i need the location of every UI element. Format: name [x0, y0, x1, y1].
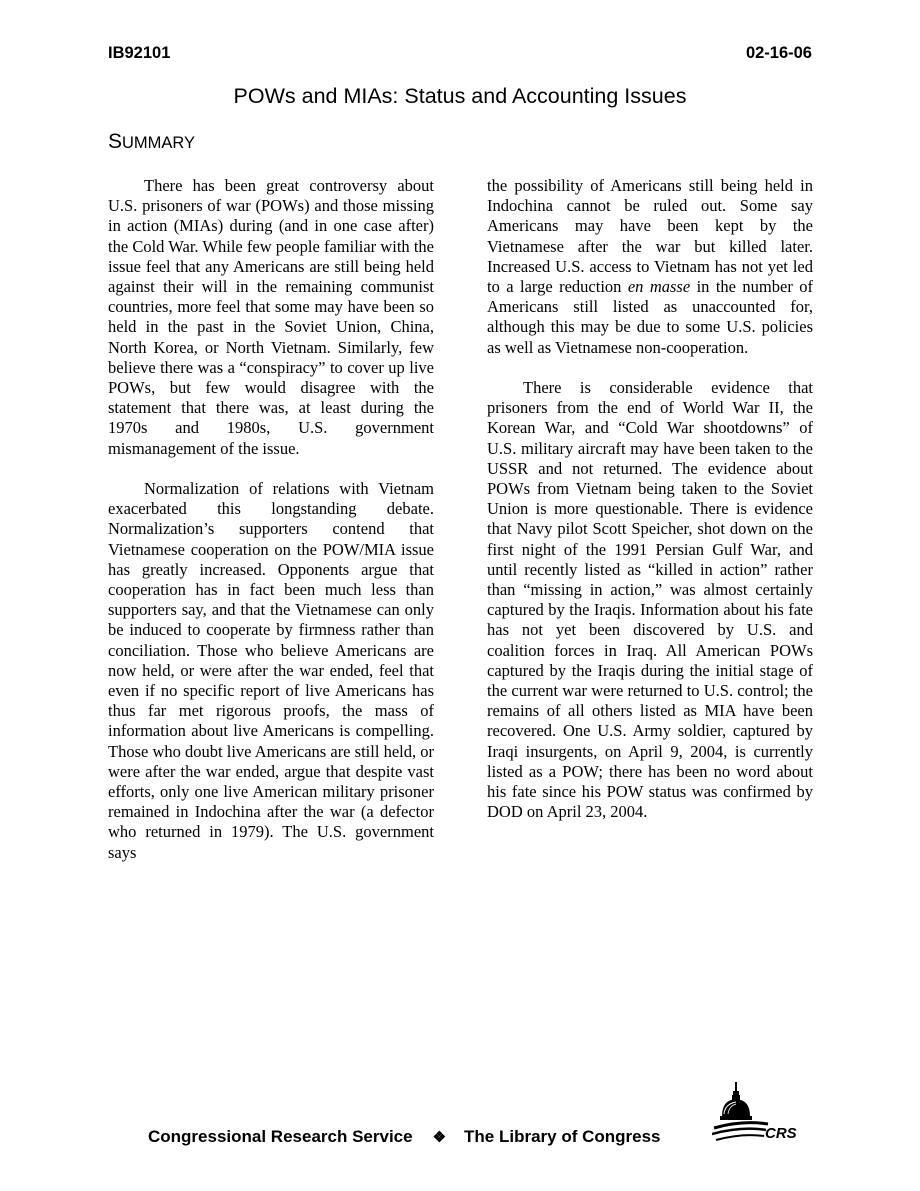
- paragraph: There has been great controversy about U.S. prisoners of war (POWs) and those missing in action (MIAs) during (and in one case after) the Cold War. While few people familiar with the issue feel that any Americans are still being held against their will in the remaining communist countries, more feel that some may have been so held in the past in the Soviet Union, China, North Korea, or North Vietnam. Similarly, few believe there was a “conspiracy” to cover up live POWs, but few would disagree with the statement that there was, at least during the 1970s and 1980s, U.S. government mismanagement of the issue.: [108, 176, 434, 458]
- document-date: 02-16-06: [745, 44, 812, 62]
- footer: [148, 1127, 661, 1147]
- paragraph-text: the possibility of Americans still being held in Indochina cannot be ruled out. Some say Americans may have been kept by the Vietnamese after the war but killed later. Increased U.S. access to Vietnam has not yet led to a large reduction: [487, 176, 813, 297]
- right-column: [487, 176, 813, 843]
- footer-library: The Library of Congress: [464, 1127, 661, 1146]
- left-column: [108, 176, 434, 883]
- footer-org: Congressional Research Service: [148, 1127, 413, 1146]
- paragraph-text: in the number of Americans still listed as unaccounted for, although this may be due to some U.S. policies as well as Vietnamese non-cooperation.: [487, 277, 813, 357]
- document-id: IB92101: [108, 44, 171, 62]
- paragraph: There is considerable evidence that prisoners from the end of World War II, the Korean War, and “Cold War shootdowns” of U.S. military aircraft may have been taken to the USSR and not returned. The evidence about POWs from Vietnam being taken to the Soviet Union is more questionable. There is evidence that Navy pilot Scott Speicher, shot down on the first night of the 1991 Persian Gulf War, and until recently listed as “killed in action” rather than “missing in action,” was almost certainly captured by the Iraqis. Information about his fate has not yet been discovered by U.S. and coalition forces in Iraq. All American POWs captured by the Iraqis during the initial stage of the current war were returned to U.S. control; the remains of all others listed as MIA have been recovered. One U.S. Army soldier, captured by Iraqi insurgents, on April 9, 2004, is currently listed as a POW; there has been no word about his fate since his POW status was confirmed by DOD on April 23, 2004.: [487, 378, 813, 822]
- page-title: POWs and MIAs: Status and Accounting Issues: [233, 84, 687, 108]
- paragraph: Normalization of relations with Vietnam exacerbated this longstanding debate. Normalization’s supporters contend that Vietnamese cooperation on the POW/MIA issue has greatly increased. Opponents argue that cooperation has in fact been much less than supporters say, and that the Vietnamese can only be induced to cooperate by firmness rather than conciliation. Those who believe Americans are now held, or were after the war ended, feel that even if no specific report of live Americans has thus far met rigorous proofs, the mass of information about live Americans is compelling. Those who doubt live Americans are still held, or were after the war ended, argue that despite vast efforts, only one live American military prisoner remained in Indochina after the war (a defector who returned in 1979). The U.S. government says: [108, 479, 434, 862]
- italic-phrase: en masse: [627, 277, 691, 297]
- diamond-separator-icon: ❖: [432, 1129, 447, 1146]
- capitol-dome-icon: [712, 1078, 812, 1148]
- section-heading: [108, 130, 195, 154]
- crs-logo-text: CRS: [765, 1125, 797, 1142]
- paragraph: [487, 176, 813, 358]
- section-heading-initial: S: [108, 130, 123, 153]
- section-heading-rest: UMMARY: [122, 134, 196, 152]
